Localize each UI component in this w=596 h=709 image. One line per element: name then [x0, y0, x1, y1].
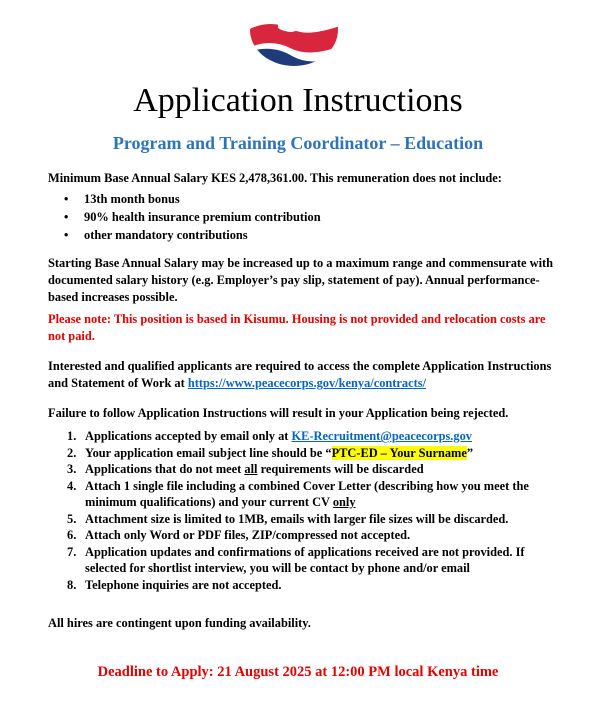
item-number: 4.	[67, 478, 77, 493]
list-item	[48, 461, 558, 478]
deadline-notice: Deadline to Apply: 21 August 2025 at 12:00 PM local Kenya time	[97, 664, 499, 680]
peace-corps-dove-logo	[248, 0, 340, 66]
item-text-end: requirements will be discarded	[257, 462, 424, 476]
item-text: Your application email subject line should be “	[85, 445, 332, 460]
salary-intro: Minimum Base Annual Salary KES 2,478,361.00. This remuneration does not include:	[48, 171, 502, 185]
item-text: Attachment size is limited to 1MB, emails with larger file sizes will be discarded.	[85, 511, 509, 526]
item-text: Application updates and confirmations of applications received are not provided. If selected for shortlist interview, you will be contact by phone and/or email	[85, 544, 525, 575]
access-paragraph	[48, 358, 558, 392]
item-text: Attach 1 single file including a combined Cover Letter (describing how you meet the minimum qualifications) and your current CV	[85, 478, 529, 509]
access-text: Interested and qualified applicants are required to access the complete Application Instructions and Statement of Work at	[48, 359, 552, 390]
item-text: Attach only Word or PDF files, ZIP/compressed not accepted.	[85, 528, 411, 542]
item-number: 7.	[67, 544, 77, 559]
list-item	[48, 428, 558, 445]
funding-note: All hires are contingent upon funding availability.	[48, 616, 311, 630]
list-item	[48, 511, 558, 528]
item-text: Telephone inquiries are not accepted.	[85, 577, 282, 592]
item-number: 5.	[67, 511, 77, 526]
exclusions-list	[48, 190, 321, 244]
list-item: • 90% health insurance premium contribution	[48, 208, 321, 226]
list-item	[48, 527, 558, 544]
item-number: 2.	[67, 445, 77, 460]
list-item: • 13th month bonus	[48, 190, 321, 208]
salary-range-paragraph: Starting Base Annual Salary may be increased up to a maximum range and commensurate with documented salary history (e.g. Employer’s pay slip, statement of pay). Annual performance-based increases possible.	[48, 256, 554, 304]
position-title: Program and Training Coordinator – Education	[112, 133, 484, 153]
subject-line-highlight: PTC-ED – Your Surname	[331, 445, 467, 460]
instructions-list	[48, 428, 558, 593]
list-item	[48, 544, 558, 577]
list-item	[48, 577, 558, 594]
contracts-link[interactable]: https://www.peacecorps.gov/kenya/contracts/	[187, 376, 427, 390]
item-number: 6.	[67, 528, 77, 542]
failure-warning: Failure to follow Application Instructions will result in your Application being rejected.	[48, 406, 509, 420]
recruitment-email-link[interactable]: KE-Recruitment@peacecorps.gov	[291, 429, 472, 443]
item-number: 1.	[67, 429, 77, 443]
list-item	[48, 445, 558, 462]
item-text: Applications that do not meet	[85, 462, 245, 476]
list-item	[48, 478, 558, 511]
underlined-word: only	[332, 495, 356, 509]
location-note: Please note: This position is based in Kisumu. Housing is not provided and relocation costs are not paid.	[48, 312, 546, 343]
underlined-word: all	[244, 462, 258, 476]
item-text: Applications accepted by email only at	[85, 429, 292, 443]
item-number: 3.	[67, 462, 77, 476]
page-title: Application Instructions	[133, 82, 463, 119]
item-text-end: ”	[466, 445, 474, 460]
list-item: • other mandatory contributions	[48, 226, 321, 244]
item-number: 8.	[67, 577, 77, 592]
